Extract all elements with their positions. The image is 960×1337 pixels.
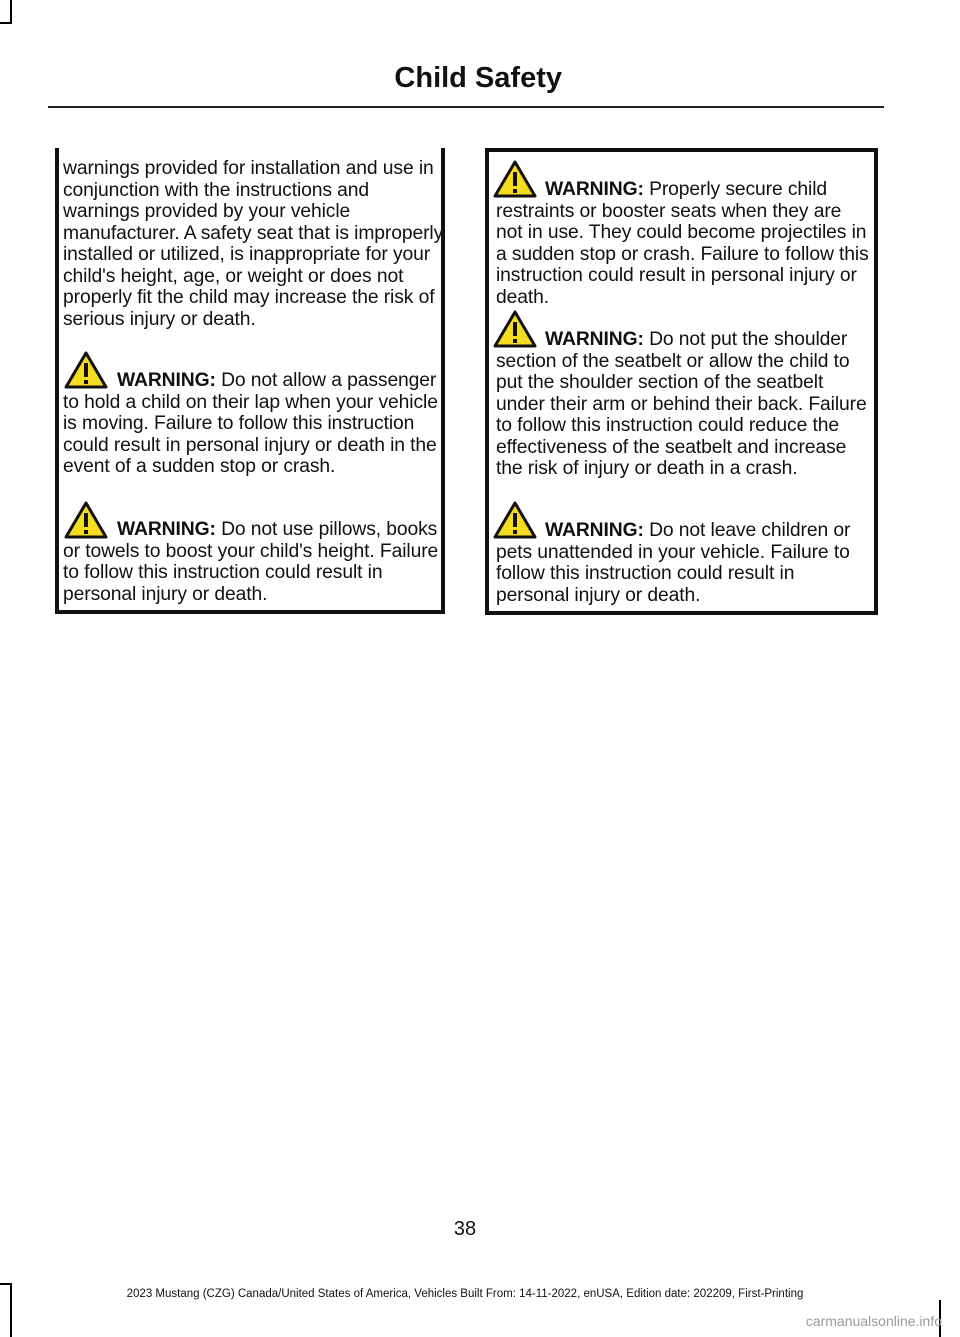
watermark-link[interactable]: carmanualsonline.info bbox=[805, 1313, 942, 1329]
left-column bbox=[55, 148, 445, 614]
warning-text: Do not leave children or pets unattended in your vehicle. Failure to follow this instruction could result in personal injury or death. bbox=[496, 520, 851, 606]
warning-label: WARNING: bbox=[117, 519, 216, 540]
intro-paragraph: warnings provided for installation and use in conjunction with the instructions and warnings provided by your vehicle manufacturer. A safety seat that is improperly installed or utilized, is inappropriate for your child's height, age, or weight or does not properly fit the child may increase the risk of serious injury or death. bbox=[63, 158, 444, 330]
warning-text: Do not put the shoulder section of the seatbelt or allow the child to put the shoulder section of the seatbelt under their arm or behind their back. Failure to follow this instruction could reduce the effectiveness of the seatbelt and increase the risk of injury or death in a crash. bbox=[496, 329, 867, 479]
warning-label: WARNING: bbox=[117, 370, 216, 391]
page-number: 38 bbox=[453, 1218, 477, 1240]
right-column bbox=[485, 148, 878, 615]
warning-text: Do not allow a passenger to hold a child on their lap when your vehicle is moving. Failure to follow this instruction could result in personal injury or death in the event of a sudden stop or crash. bbox=[63, 370, 438, 477]
crop-mark bbox=[0, 1283, 12, 1285]
crop-mark bbox=[10, 0, 12, 22]
warning-label: WARNING: bbox=[545, 329, 644, 350]
header-divider bbox=[48, 106, 884, 108]
warning-label: WARNING: bbox=[545, 179, 644, 200]
warning-block bbox=[63, 370, 445, 478]
page-title: Child Safety bbox=[394, 62, 562, 94]
warning-block bbox=[496, 329, 872, 480]
warning-label: WARNING: bbox=[545, 520, 644, 541]
warning-block bbox=[63, 519, 445, 605]
crop-mark bbox=[0, 22, 12, 24]
warning-block bbox=[496, 520, 872, 606]
warning-text: Do not use pillows, books or towels to boost your child's height. Failure to follow this instruction could result in personal injury or death. bbox=[63, 519, 439, 605]
warning-block bbox=[496, 179, 872, 308]
warning-text: Properly secure child restraints or booster seats when they are not in use. They could become projectiles in a sudden stop or crash. Failure to follow this instruction could result in personal injury or death. bbox=[496, 179, 869, 308]
edition-footer: 2023 Mustang (CZG) Canada/United States of America, Vehicles Built From: 14-11-2022, enUSA, Edition date: 202209, First-Printing bbox=[126, 1288, 804, 1300]
